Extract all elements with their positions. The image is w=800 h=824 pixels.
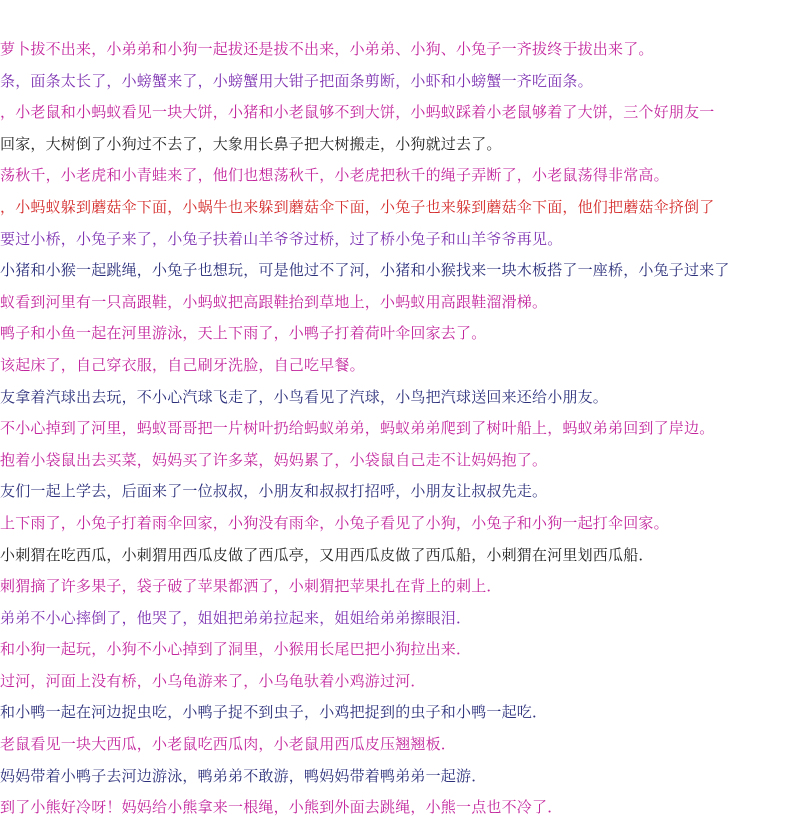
sentence-line: 萝卜拔不出来，小弟弟和小狗一起拔还是拔不出来，小弟弟、小狗、小兔子一齐拔终于拔出来了。 [0, 40, 654, 58]
sentence-line: 妈妈带着小鸭子去河边游泳，鸭弟弟不敢游，鸭妈妈带着鸭弟弟一起游． [0, 766, 487, 785]
sentence-line: 老鼠看见一块大西瓜，小老鼠吃西瓜肉，小老鼠用西瓜皮压翘翘板． [0, 735, 457, 754]
sentence-line: 该起床了，自己穿衣服，自己刷牙洗脸，自己吃早餐。 [0, 355, 365, 374]
sentence-line: 过河，河面上没有桥，小乌龟游来了，小乌龟驮着小鸡游过河． [0, 671, 426, 690]
sentence-line: ，小蚂蚁躲到蘑菇伞下面，小蜗牛也来躲到蘑菇伞下面，小兔子也来躲到蘑菇伞下面，他们把蘑菇伞挤倒了 [0, 197, 715, 216]
sentence-line: 和小鸭一起在河边捉虫吃，小鸭子捉不到虫子，小鸡把捉到的虫子和小鸭一起吃． [0, 703, 548, 722]
sentence-line: 抱着小袋鼠出去买菜，妈妈买了许多菜，妈妈累了，小袋鼠自己走不让妈妈抱了。 [0, 450, 548, 469]
sentence-line: 到了小熊好冷呀！妈妈给小熊拿来一根绳，小熊到外面去跳绳，小熊一点也不冷了． [0, 798, 563, 817]
sentence-line: 荡秋千，小老虎和小青蛙来了，他们也想荡秋千，小老虎把秋千的绳子弄断了，小老鼠荡得非常高。 [0, 166, 669, 185]
sentence-line: 上下雨了，小兔子打着雨伞回家，小狗没有雨伞，小兔子看见了小狗，小兔子和小狗一起打伞回家。 [0, 513, 669, 532]
sentence-line: ，小老鼠和小蚂蚁看见一块大饼，小猪和小老鼠够不到大饼，小蚂蚁踩着小老鼠够着了大饼，三个好朋友一 [0, 103, 715, 122]
sentence-line: 不小心掉到了河里，蚂蚁哥哥把一片树叶扔给蚂蚁弟弟，蚂蚁弟弟爬到了树叶船上，蚂蚁弟弟回到了岸边。 [0, 419, 715, 438]
sentence-line: 蚁看到河里有一只高跟鞋，小蚂蚁把高跟鞋抬到草地上，小蚂蚁用高跟鞋溜滑梯。 [0, 292, 548, 311]
sentence-line: 条，面条太长了，小螃蟹来了，小螃蟹用大钳子把面条剪断，小虾和小螃蟹一齐吃面条。 [0, 71, 593, 90]
sentence-line: 友们一起上学去，后面来了一位叔叔，小朋友和叔叔打招呼，小朋友让叔叔先走。 [0, 482, 548, 501]
sentence-line: 和小狗一起玩，小狗不小心掉到了洞里，小猴用长尾巴把小狗拉出来． [0, 640, 472, 659]
sentence-line: 刺猬摘了许多果子，袋子破了苹果都洒了，小刺猬把苹果扎在背上的刺上． [0, 577, 502, 596]
sentence-line: 弟弟不小心摔倒了，他哭了，姐姐把弟弟拉起来，姐姐给弟弟擦眼泪． [0, 608, 472, 627]
sentence-line: 要过小桥，小兔子来了，小兔子扶着山羊爷爷过桥，过了桥小兔子和山羊爷爷再见。 [0, 229, 563, 248]
sentence-line: 友拿着汽球出去玩，不小心汽球飞走了，小鸟看见了汽球，小鸟把汽球送回来还给小朋友。 [0, 387, 609, 406]
story-sentence-list [0, 34, 800, 817]
sentence-line: 小刺猬在吃西瓜，小刺猬用西瓜皮做了西瓜亭，又用西瓜皮做了西瓜船，小刺猬在河里划西瓜船． [0, 545, 654, 564]
sentence-line: 回家，大树倒了小狗过不去了，大象用长鼻子把大树搬走，小狗就过去了。 [0, 134, 502, 153]
sentence-line: 鸭子和小鱼一起在河里游泳，天上下雨了，小鸭子打着荷叶伞回家去了。 [0, 324, 487, 343]
sentence-line: 小猪和小猴一起跳绳，小兔子也想玩，可是他过不了河，小猪和小猴找来一块木板搭了一座桥，小兔子过来了 [0, 261, 730, 280]
